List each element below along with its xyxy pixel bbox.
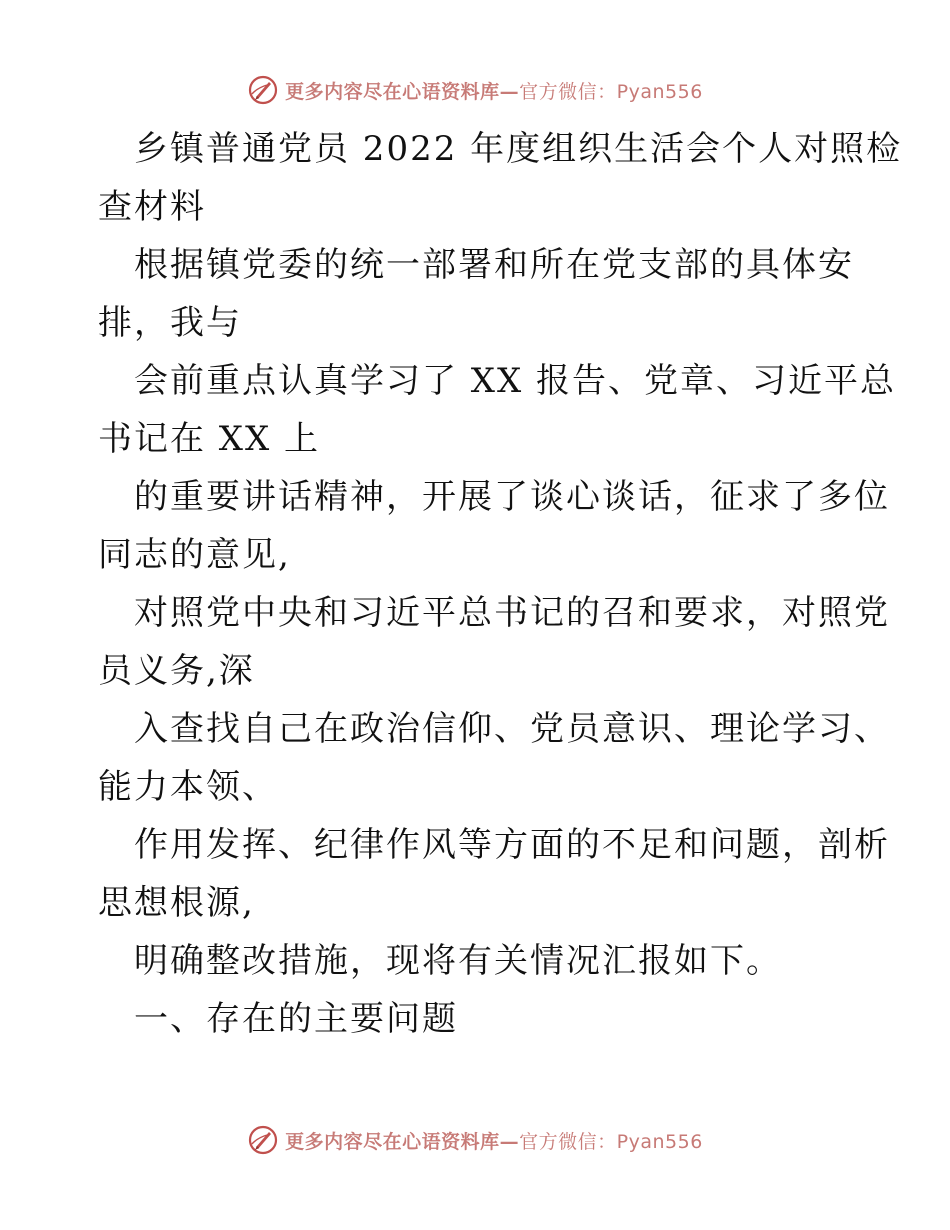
paragraph-line-continuation: 思想根源, — [98, 883, 255, 923]
section-heading — [98, 990, 858, 1048]
watermark-separator: — — [499, 1130, 520, 1153]
paragraph — [98, 932, 858, 990]
watermark-text — [285, 77, 703, 104]
watermark-inner — [247, 1124, 703, 1156]
watermark-separator: — — [499, 80, 520, 103]
paragraph — [98, 468, 890, 584]
watermark-banner-top — [0, 70, 950, 110]
paragraph-line: 对照党中央和习近平总书记的召和要求，对照党 — [134, 593, 890, 633]
quill-pen-logo-icon — [247, 1124, 279, 1156]
watermark-text — [285, 1127, 703, 1154]
document-body — [98, 120, 903, 1048]
paragraph-line: 根据镇党委的统一部署和所在党支部的具体安 — [134, 245, 854, 285]
paragraph-line: 入查找自己在政治信仰、党员意识、理论学习、 — [134, 709, 890, 749]
paragraph-line: 作用发挥、纪律作风等方面的不足和问题，剖析 — [134, 825, 890, 865]
paragraph — [98, 584, 890, 700]
paragraph-line-continuation: 排，我与 — [98, 303, 242, 343]
section-heading-text: 一、存在的主要问题 — [134, 999, 458, 1039]
paragraph-line: 的重要讲话精神，开展了谈心谈话，征求了多位 — [134, 477, 890, 517]
paragraph — [98, 236, 858, 352]
watermark-site: 更多内容尽在心语资料库 — [285, 80, 500, 103]
paragraph — [98, 700, 890, 816]
paragraph-line: 会前重点认真学习了 XX 报告、党章、习近平总 — [134, 361, 897, 401]
paragraph-title — [98, 120, 903, 236]
paragraph-line-continuation: 查材料 — [98, 187, 206, 227]
paragraph-line-continuation: 员义务,深 — [98, 651, 255, 691]
paragraph-line-continuation: 同志的意见, — [98, 535, 291, 575]
paragraph-line-continuation: 能力本领、 — [98, 767, 278, 807]
watermark-banner-bottom — [0, 1120, 950, 1160]
watermark-contact: 官方微信：Pyan556 — [519, 80, 703, 103]
paragraph — [98, 352, 897, 468]
watermark-inner — [247, 74, 703, 106]
paragraph-line: 乡镇普通党员 2022 年度组织生活会个人对照检 — [134, 129, 903, 169]
watermark-site: 更多内容尽在心语资料库 — [285, 1130, 500, 1153]
paragraph — [98, 816, 890, 932]
paragraph-line: 明确整改措施，现将有关情况汇报如下。 — [134, 941, 782, 981]
quill-pen-logo-icon — [247, 74, 279, 106]
paragraph-line-continuation: 书记在 XX 上 — [98, 419, 321, 459]
watermark-contact: 官方微信：Pyan556 — [519, 1130, 703, 1153]
